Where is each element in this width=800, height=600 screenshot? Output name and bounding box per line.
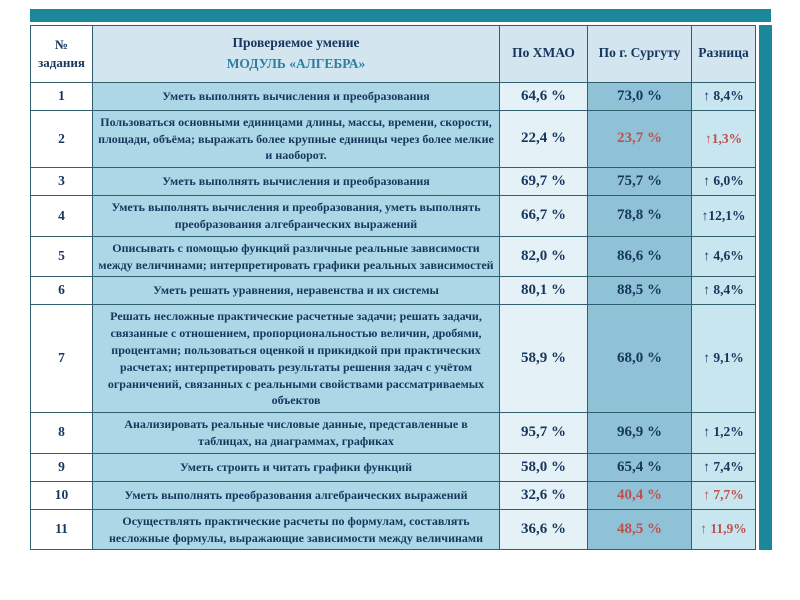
difference-value-cell: ↑ 11,9% xyxy=(692,509,756,550)
surgut-value-cell: 78,8 % xyxy=(588,196,692,237)
difference-value-cell: ↑ 7,4% xyxy=(692,453,756,481)
table-row xyxy=(31,481,756,509)
table-row xyxy=(31,82,756,110)
results-table xyxy=(30,25,756,550)
hmao-value-cell: 80,1 % xyxy=(500,277,588,305)
hmao-value-cell: 32,6 % xyxy=(500,481,588,509)
right-accent-band xyxy=(759,25,772,550)
difference-value-cell: ↑ 6,0% xyxy=(692,168,756,196)
hmao-value-cell: 69,7 % xyxy=(500,168,588,196)
skill-description-cell: Осуществлять практические расчеты по формулам, составлять несложные формулы, выражающие зависимости между величинами xyxy=(93,509,500,550)
header-skill-title: Проверяемое умение xyxy=(232,35,360,50)
hmao-value-cell: 58,9 % xyxy=(500,305,588,413)
table-row xyxy=(31,196,756,237)
task-number-cell: 1 xyxy=(31,82,93,110)
difference-value-cell: ↑ 8,4% xyxy=(692,277,756,305)
header-difference: Разница xyxy=(692,26,756,83)
difference-value-cell: ↑ 1,2% xyxy=(692,413,756,454)
skill-description-cell: Уметь выполнять вычисления и преобразования, уметь выполнять преобразования алгебраических выражений xyxy=(93,196,500,237)
top-accent-band xyxy=(30,9,771,22)
task-number-cell: 3 xyxy=(31,168,93,196)
skill-description-cell: Уметь выполнять вычисления и преобразования xyxy=(93,82,500,110)
header-surgut: По г. Сургуту xyxy=(588,26,692,83)
surgut-value-cell: 88,5 % xyxy=(588,277,692,305)
difference-value-cell: ↑1,3% xyxy=(692,110,756,167)
header-skill xyxy=(93,26,500,83)
table-body-row xyxy=(30,25,771,550)
header-task-number: № задания xyxy=(31,26,93,83)
difference-value-cell: ↑ 7,7% xyxy=(692,481,756,509)
surgut-value-cell: 75,7 % xyxy=(588,168,692,196)
hmao-value-cell: 22,4 % xyxy=(500,110,588,167)
surgut-value-cell: 96,9 % xyxy=(588,413,692,454)
results-table-wrap xyxy=(30,9,771,550)
table-header-row xyxy=(31,26,756,83)
header-module-label: МОДУЛЬ «АЛГЕБРА» xyxy=(226,55,366,71)
table-row xyxy=(31,110,756,167)
task-number-cell: 2 xyxy=(31,110,93,167)
surgut-value-cell: 48,5 % xyxy=(588,509,692,550)
difference-value-cell: ↑12,1% xyxy=(692,196,756,237)
hmao-value-cell: 95,7 % xyxy=(500,413,588,454)
table-row xyxy=(31,236,756,277)
skill-description-cell: Решать несложные практические расчетные задачи; решать задачи, связанные с отношением, пропорциональностью величин, дробями, процентами; пользоваться оценкой и прикидкой при практических расчетах; интерпретировать результаты решения задач с учётом ограничений, связанных с реальными свойствами рассматриваемых объектов xyxy=(93,305,500,413)
skill-description-cell: Анализировать реальные числовые данные, представленные в таблицах, на диаграммах, графиках xyxy=(93,413,500,454)
task-number-cell: 6 xyxy=(31,277,93,305)
task-number-cell: 7 xyxy=(31,305,93,413)
skill-description-cell: Уметь строить и читать графики функций xyxy=(93,453,500,481)
surgut-value-cell: 65,4 % xyxy=(588,453,692,481)
skill-description-cell: Описывать с помощью функций различные реальные зависимости между величинами; интерпретировать графики реальных зависимостей xyxy=(93,236,500,277)
hmao-value-cell: 64,6 % xyxy=(500,82,588,110)
surgut-value-cell: 68,0 % xyxy=(588,305,692,413)
table-row xyxy=(31,305,756,413)
hmao-value-cell: 36,6 % xyxy=(500,509,588,550)
task-number-cell: 9 xyxy=(31,453,93,481)
hmao-value-cell: 66,7 % xyxy=(500,196,588,237)
task-number-cell: 4 xyxy=(31,196,93,237)
surgut-value-cell: 40,4 % xyxy=(588,481,692,509)
hmao-value-cell: 82,0 % xyxy=(500,236,588,277)
surgut-value-cell: 23,7 % xyxy=(588,110,692,167)
table-row xyxy=(31,509,756,550)
difference-value-cell: ↑ 4,6% xyxy=(692,236,756,277)
table-row xyxy=(31,168,756,196)
hmao-value-cell: 58,0 % xyxy=(500,453,588,481)
surgut-value-cell: 86,6 % xyxy=(588,236,692,277)
header-hmao: По ХМАО xyxy=(500,26,588,83)
results-table-body xyxy=(31,82,756,550)
table-row xyxy=(31,277,756,305)
task-number-cell: 8 xyxy=(31,413,93,454)
surgut-value-cell: 73,0 % xyxy=(588,82,692,110)
task-number-cell: 5 xyxy=(31,236,93,277)
difference-value-cell: ↑ 9,1% xyxy=(692,305,756,413)
table-row xyxy=(31,453,756,481)
skill-description-cell: Пользоваться основными единицами длины, массы, времени, скорости, площади, объёма; выражать более крупные единицы через более мелкие и наоборот. xyxy=(93,110,500,167)
task-number-cell: 10 xyxy=(31,481,93,509)
skill-description-cell: Уметь выполнять вычисления и преобразования xyxy=(93,168,500,196)
skill-description-cell: Уметь решать уравнения, неравенства и их системы xyxy=(93,277,500,305)
skill-description-cell: Уметь выполнять преобразования алгебраических выражений xyxy=(93,481,500,509)
difference-value-cell: ↑ 8,4% xyxy=(692,82,756,110)
task-number-cell: 11 xyxy=(31,509,93,550)
table-row xyxy=(31,413,756,454)
